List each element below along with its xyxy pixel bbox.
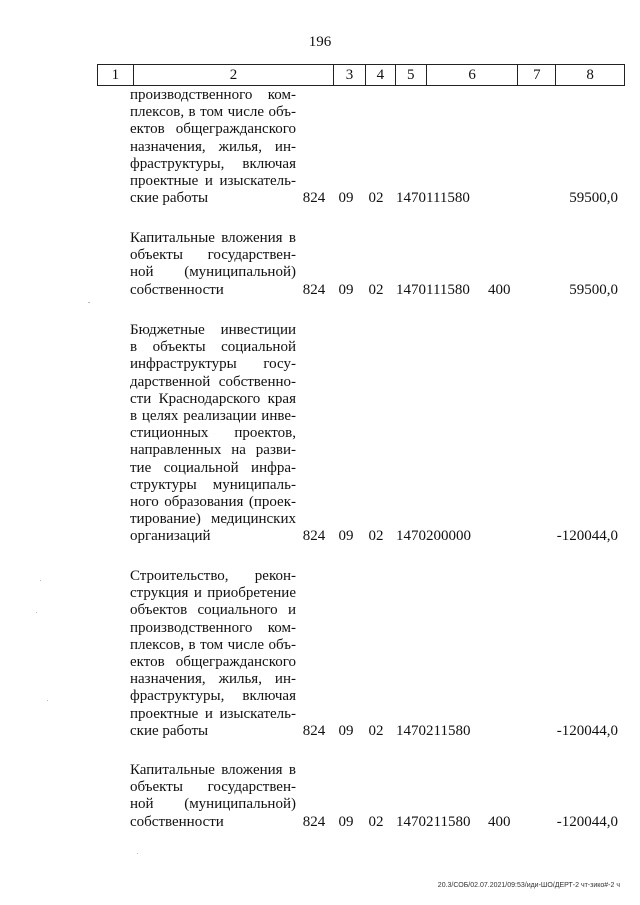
description-line: Бюджетные инвестиции bbox=[130, 322, 296, 338]
description-line: производственного ком- bbox=[130, 619, 296, 636]
description-line: стиционных проектов, bbox=[130, 425, 296, 442]
description-line: ектов общегражданского bbox=[130, 121, 296, 138]
column-header-7: 7 bbox=[518, 65, 556, 85]
description-line: организаций bbox=[130, 528, 211, 545]
description-line: ские работы bbox=[130, 722, 209, 739]
column-header-5: 5 bbox=[396, 65, 427, 85]
ministry-code: 824 bbox=[302, 723, 326, 739]
description-line: фраструктуры, включая bbox=[130, 688, 296, 705]
section-code: 09 bbox=[338, 814, 354, 830]
description-line: собственности bbox=[130, 813, 224, 830]
description-line: производственного ком- bbox=[130, 87, 296, 103]
description-line: тие социальной инфра- bbox=[130, 459, 296, 476]
column-header-1: 1 bbox=[98, 65, 134, 85]
description-line: фраструктуры, включая bbox=[130, 155, 296, 172]
amount: -120044,0 bbox=[556, 528, 618, 544]
description-line: объекты государствен- bbox=[130, 779, 296, 796]
section-code: 09 bbox=[338, 723, 354, 739]
column-header-4: 4 bbox=[366, 65, 396, 85]
description-line: дарственной собственно- bbox=[130, 373, 296, 390]
description-line: структуры муниципаль- bbox=[130, 476, 296, 493]
description-line: ной (муниципальной) bbox=[130, 264, 296, 281]
page-number: 196 bbox=[308, 34, 332, 50]
description-line: назначения, жилья, ин- bbox=[130, 138, 296, 155]
description-line: инфраструктуры госу- bbox=[130, 356, 296, 373]
subsection-code: 02 bbox=[368, 282, 384, 298]
description-line: Капитальные вложения в bbox=[130, 762, 296, 778]
scan-speck bbox=[137, 853, 138, 854]
row-description bbox=[130, 322, 296, 546]
description-line: струкция и приобретение bbox=[130, 585, 296, 602]
target-article-code: 1470111580 bbox=[396, 282, 470, 298]
document-footer-code: 20.3/СОБ/02.07.2021/09:53/иди-ШО/ДЕРТ-2 чт-зико#-2 ч bbox=[437, 882, 620, 889]
description-line: ной (муниципальной) bbox=[130, 796, 296, 813]
row-description bbox=[130, 762, 296, 831]
scan-speck bbox=[88, 302, 90, 303]
description-line: в целях реализации инве- bbox=[130, 408, 296, 425]
description-line: Капитальные вложения в bbox=[130, 230, 296, 246]
description-line: в объекты социальной bbox=[130, 339, 296, 356]
ministry-code: 824 bbox=[302, 190, 326, 206]
section-code: 09 bbox=[338, 282, 354, 298]
amount: -120044,0 bbox=[556, 723, 618, 739]
column-header-8: 8 bbox=[586, 66, 594, 83]
amount: 59500,0 bbox=[569, 282, 618, 298]
scan-speck bbox=[40, 580, 41, 581]
description-line: объекты государствен- bbox=[130, 247, 296, 264]
subsection-code: 02 bbox=[368, 528, 384, 544]
column-header-6: 6 bbox=[427, 65, 519, 85]
section-code: 09 bbox=[338, 528, 354, 544]
subsection-code: 02 bbox=[368, 723, 384, 739]
description-line: собственности bbox=[130, 281, 224, 298]
expense-type-code: 400 bbox=[488, 282, 511, 298]
description-line: тирование) медицинских bbox=[130, 511, 296, 528]
column-header-2: 2 bbox=[134, 65, 334, 85]
description-line: проектные и изыскатель- bbox=[130, 705, 296, 722]
description-line: сти Краснодарского края bbox=[130, 390, 296, 407]
amount: -120044,0 bbox=[556, 814, 618, 830]
target-article-code: 1470211580 bbox=[396, 814, 471, 830]
description-line: плексов, в том числе объ- bbox=[130, 104, 296, 121]
ministry-code: 824 bbox=[302, 528, 326, 544]
row-description bbox=[130, 568, 296, 740]
description-line: ного образования (проек- bbox=[130, 494, 296, 511]
ministry-code: 824 bbox=[302, 282, 326, 298]
description-line: Строительство, рекон- bbox=[130, 568, 296, 584]
scan-speck bbox=[36, 612, 37, 613]
section-code: 09 bbox=[338, 190, 354, 206]
subsection-code: 02 bbox=[368, 190, 384, 206]
description-line: проектные и изыскатель- bbox=[130, 173, 296, 190]
target-article-code: 1470200000 bbox=[396, 528, 471, 544]
amount: 59500,0 bbox=[569, 190, 618, 206]
description-line: назначения, жилья, ин- bbox=[130, 671, 296, 688]
subsection-code: 02 bbox=[368, 814, 384, 830]
target-article-code: 1470111580 bbox=[396, 190, 470, 206]
description-line: объектов социального и bbox=[130, 602, 296, 619]
description-line: ские работы bbox=[130, 190, 209, 207]
row-description bbox=[130, 230, 296, 299]
target-article-code: 1470211580 bbox=[396, 723, 471, 739]
column-header-3: 3 bbox=[334, 65, 366, 85]
expense-type-code: 400 bbox=[488, 814, 511, 830]
description-line: ектов общегражданского bbox=[130, 654, 296, 671]
row-description bbox=[130, 87, 296, 207]
ministry-code: 824 bbox=[302, 814, 326, 830]
description-line: плексов, в том числе объ- bbox=[130, 636, 296, 653]
description-line: направленных на разви- bbox=[130, 442, 296, 459]
scan-speck bbox=[47, 700, 48, 701]
